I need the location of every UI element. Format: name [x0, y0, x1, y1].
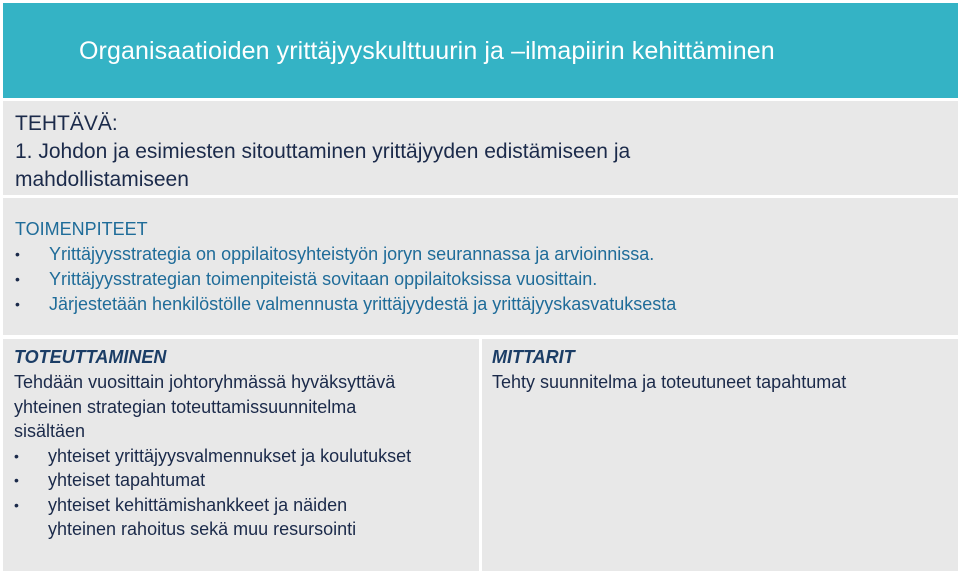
task-label: TEHTÄVÄ:	[15, 112, 118, 135]
implementation-heading: TOTEUTTAMINEN	[14, 347, 167, 367]
metrics-panel	[482, 339, 958, 571]
implementation-panel	[3, 339, 479, 571]
measure-text: Yrittäjyysstrategia on oppilaitosyhteistyön joryn seurannassa ja arvioinnissa.	[49, 244, 655, 264]
title-banner	[3, 3, 958, 98]
metrics-text: Tehty suunnitelma ja toteutuneet tapahtumat	[492, 372, 847, 392]
list-item	[14, 493, 479, 542]
task-panel	[3, 101, 958, 195]
list-item	[15, 267, 958, 292]
list-item	[15, 292, 958, 317]
list-item	[15, 242, 958, 267]
measures-heading: TOIMENPITEET	[15, 219, 148, 239]
bullet-icon: •	[14, 447, 19, 464]
implementation-item: yhteiset tapahtumat	[48, 470, 206, 490]
metrics-heading: MITTARIT	[492, 347, 575, 367]
measures-list	[15, 242, 958, 317]
implementation-item-line: yhteinen rahoitus sekä muu resursointi	[48, 519, 357, 539]
intro-line: Tehdään vuosittain johtoryhmässä hyväksyttävä	[14, 372, 396, 392]
implementation-list	[14, 444, 479, 542]
implementation-item: yhteiset yrittäjyysvalmennukset ja koulutukset	[48, 445, 412, 466]
implementation-item-line: yhteiset kehittämishankkeet ja näiden	[48, 494, 348, 515]
page-title: Organisaatioiden yrittäjyyskulttuurin ja –ilmapiirin kehittäminen	[79, 36, 775, 65]
measure-text: Järjestetään henkilöstölle valmennusta yrittäjyydestä ja yrittäjyyskasvatuksesta	[49, 294, 677, 314]
task-line-2: mahdollistamiseen	[15, 168, 189, 191]
measure-text: Yrittäjyysstrategian toimenpiteistä sovitaan oppilaitoksissa vuosittain.	[49, 269, 598, 289]
bullet-icon: •	[14, 472, 19, 488]
list-item	[14, 468, 479, 493]
list-item	[14, 444, 479, 469]
bullet-icon: •	[14, 496, 19, 513]
intro-line: yhteinen strategian toteuttamissuunnitelma	[14, 396, 357, 417]
bullet-icon: •	[15, 271, 20, 287]
task-line-1: 1. Johdon ja esimiesten sitouttaminen yrittäjyyden edistämiseen ja	[15, 140, 631, 163]
intro-line: sisältäen	[14, 421, 86, 441]
task-content	[15, 110, 958, 194]
bullet-icon: •	[15, 246, 20, 262]
bullet-icon: •	[15, 296, 20, 312]
measures-panel	[3, 198, 958, 335]
implementation-intro	[14, 370, 479, 444]
